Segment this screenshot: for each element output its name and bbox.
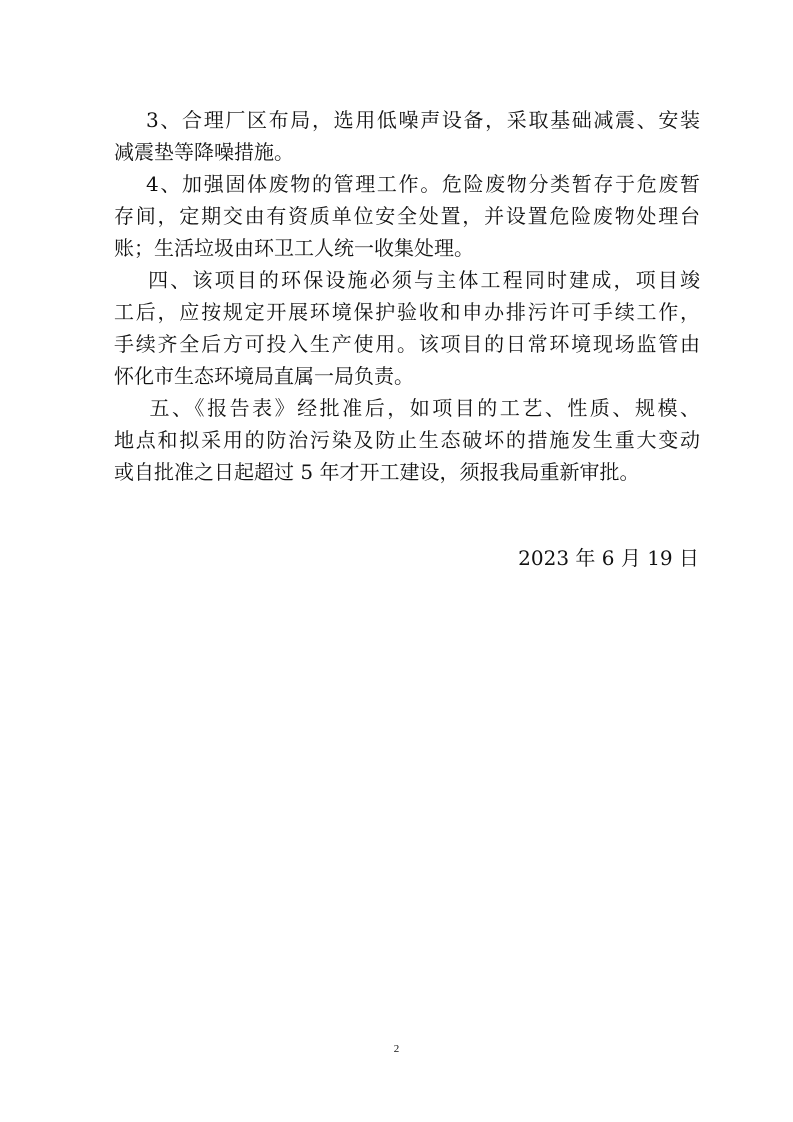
paragraph-noise-control [114, 104, 700, 168]
paragraph-line: 怀化市生态环境局直属一局负责。 [114, 364, 414, 388]
paragraph-line: 或自批准之日起超过 5 年才开工建设，须报我局重新审批。 [114, 460, 640, 484]
paragraph-line: 手续齐全后方可投入生产使用。该项目的日常环境现场监管由 [114, 332, 700, 356]
paragraph-line: 四、该项目的环保设施必须与主体工程同时建成，项目竣 [114, 268, 700, 292]
paragraph-solid-waste [114, 168, 700, 264]
paragraph-line: 账；生活垃圾由环卫工人统一收集处理。 [114, 236, 474, 260]
paragraph-line: 五、《报告表》经批准后，如项目的工艺、性质、规模、 [114, 396, 700, 420]
document-date: 2023 年 6 月 19 日 [518, 546, 699, 570]
paragraph-reapproval [114, 392, 700, 488]
paragraph-line: 4、加强固体废物的管理工作。危险废物分类暂存于危废暂 [114, 172, 700, 196]
document-body [114, 104, 700, 488]
paragraph-line: 减震垫等降噪措施。 [114, 140, 294, 164]
paragraph-line: 工后，应按规定开展环境保护验收和申办排污许可手续工作， [114, 300, 700, 324]
paragraph-line: 地点和拟采用的防治污染及防止生态破坏的措施发生重大变动 [114, 428, 700, 452]
page-number: 2 [393, 1043, 400, 1055]
paragraph-environmental-facilities [114, 264, 700, 392]
paragraph-line: 3、合理厂区布局，选用低噪声设备，采取基础减震、安装 [114, 108, 700, 132]
paragraph-line: 存间，定期交由有资质单位安全处置，并设置危险废物处理台 [114, 204, 700, 228]
